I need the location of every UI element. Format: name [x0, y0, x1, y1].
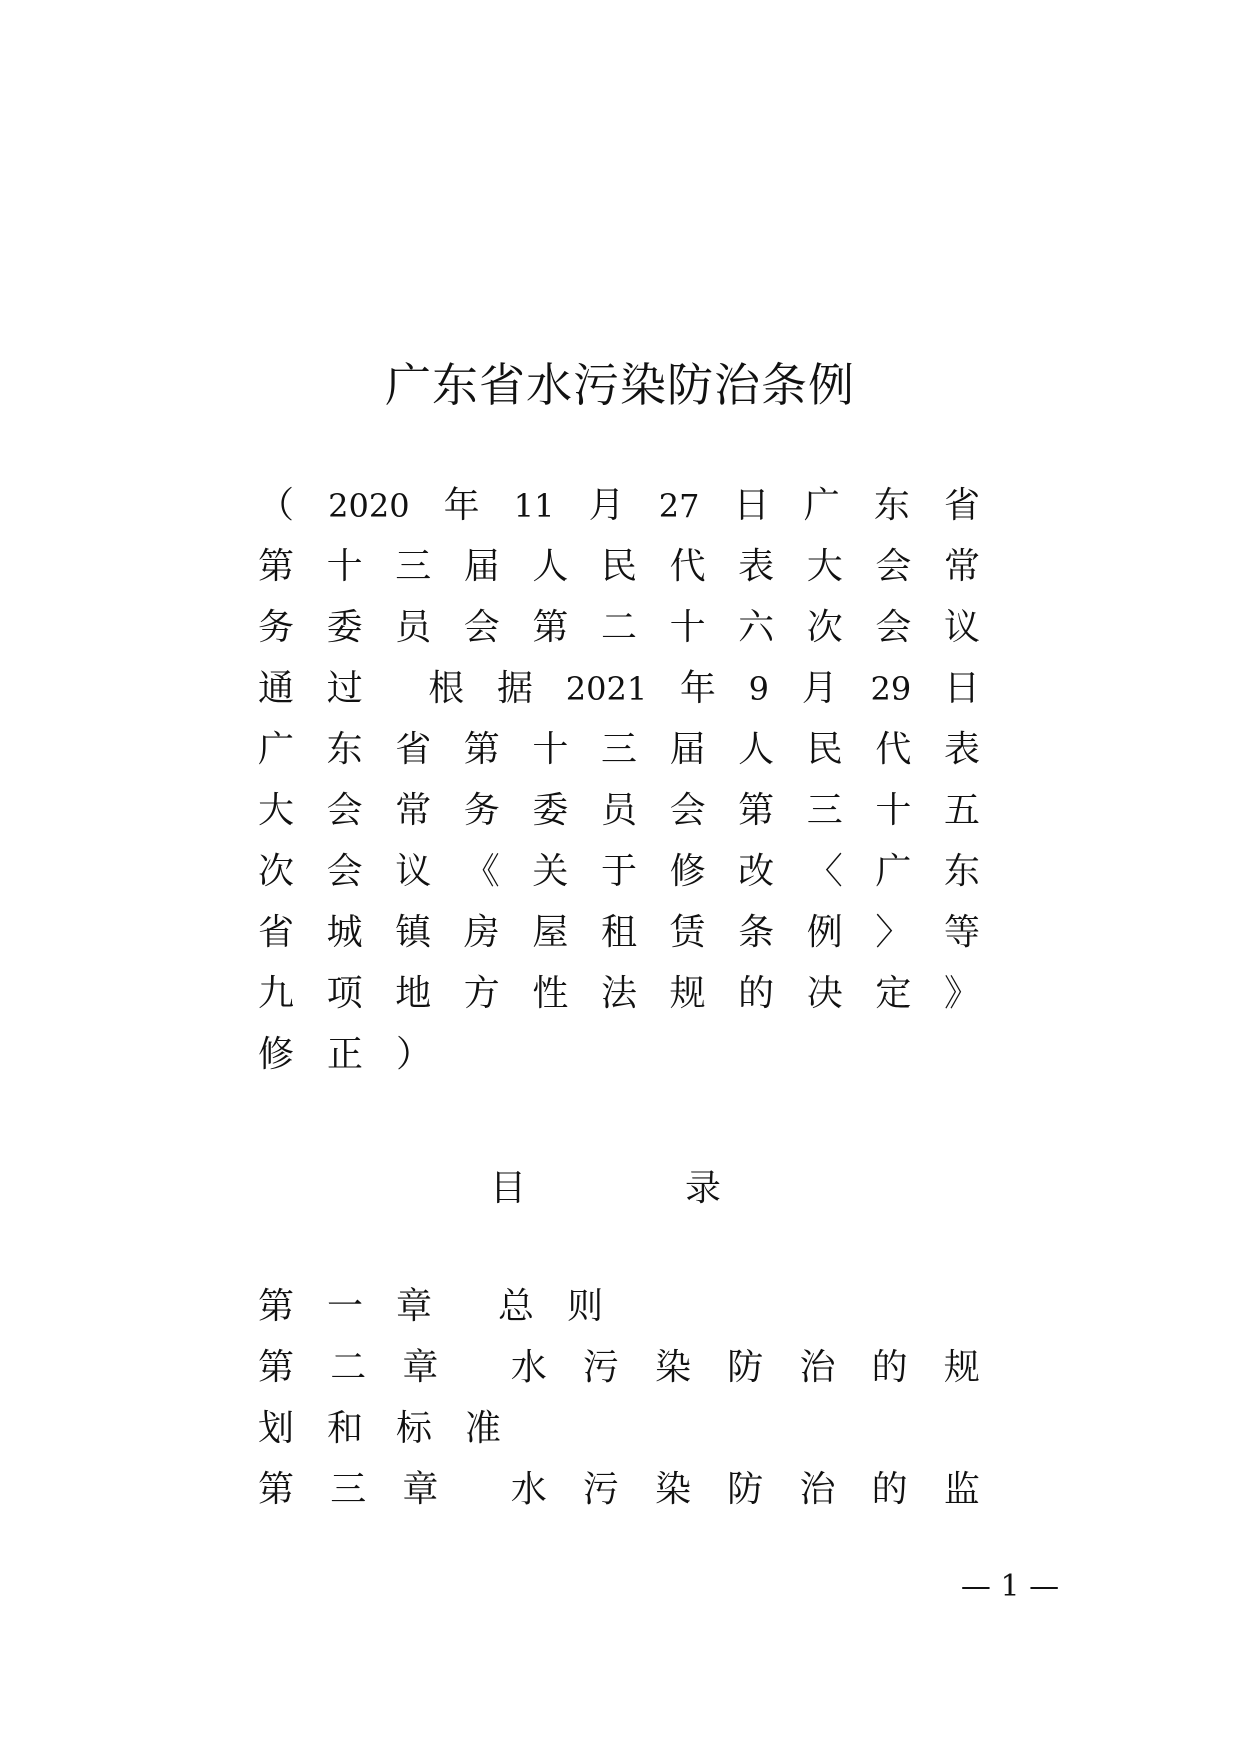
text-char: 的: [871, 1347, 908, 1388]
text-char: 染: [655, 1469, 692, 1510]
text-char: 总: [498, 1286, 535, 1327]
text-char: 防: [727, 1469, 764, 1510]
text-char: 过: [326, 668, 363, 709]
text-char: 委: [326, 607, 363, 648]
text-char: 污: [582, 1347, 619, 1388]
text-char: 二: [600, 607, 637, 648]
text-char: 章: [402, 1347, 439, 1388]
text-char: 表: [943, 729, 980, 770]
text-char: 改: [738, 851, 775, 892]
text-char: 第: [258, 1347, 295, 1388]
text-char: 11: [513, 487, 555, 525]
text-char: 十: [532, 729, 569, 770]
toc-heading-char: 目: [490, 1168, 527, 1209]
text-char: 镇: [395, 912, 432, 953]
text-char: 准: [465, 1408, 502, 1449]
text-char: 规: [943, 1347, 980, 1388]
text-line: [258, 970, 980, 1018]
text-char: 广: [258, 729, 295, 770]
text-char: 正: [327, 1034, 364, 1075]
text-char: 屋: [532, 912, 569, 953]
text-char: 水: [510, 1469, 547, 1510]
text-char: 省: [943, 485, 980, 526]
text-char: 月: [801, 668, 838, 709]
text-char: 则: [567, 1286, 604, 1327]
text-char: 日: [733, 485, 770, 526]
text-char: 省: [395, 729, 432, 770]
text-char: 代: [875, 729, 912, 770]
text-char: 2020: [328, 487, 410, 525]
toc-heading: [0, 1165, 1240, 1213]
text-char: 治: [799, 1469, 836, 1510]
text-char: 法: [600, 973, 637, 1014]
text-line: [258, 726, 980, 774]
text-char: 东: [326, 729, 363, 770]
text-char: ）: [396, 1034, 433, 1075]
text-char: 27: [658, 487, 700, 525]
text-char: 会: [875, 546, 912, 587]
text-char: 通: [258, 668, 295, 709]
text-char: 委: [532, 790, 569, 831]
text-char: 据: [496, 668, 533, 709]
text-char: 常: [943, 546, 980, 587]
document-title: 广东省水污染防治条例: [385, 358, 855, 412]
text-line: [258, 665, 980, 713]
text-char: 日: [943, 668, 980, 709]
text-char: 第: [532, 607, 569, 648]
text-char: 的: [738, 973, 775, 1014]
text-char: 三: [600, 729, 637, 770]
text-char: 的: [871, 1469, 908, 1510]
text-char: 员: [600, 790, 637, 831]
text-char: 民: [806, 729, 843, 770]
text-char: 于: [600, 851, 637, 892]
text-char: 定: [875, 973, 912, 1014]
text-line: [258, 604, 980, 652]
text-char: 租: [600, 912, 637, 953]
text-line: [258, 787, 980, 835]
text-char: 大: [806, 546, 843, 587]
text-char: 条: [738, 912, 775, 953]
text-char: 会: [463, 607, 500, 648]
text-char: 城: [326, 912, 363, 953]
text-char: 等: [943, 912, 980, 953]
text-char: 年: [443, 485, 480, 526]
text-line: [258, 1405, 980, 1453]
text-char: 水: [510, 1347, 547, 1388]
text-char: 十: [326, 546, 363, 587]
text-char: 广: [875, 851, 912, 892]
text-char: 项: [326, 973, 363, 1014]
text-char: 务: [258, 607, 295, 648]
text-char: 划: [258, 1408, 295, 1449]
text-line: [258, 1344, 980, 1392]
text-line: [258, 482, 980, 530]
text-char: 人: [532, 546, 569, 587]
text-char: 十: [875, 790, 912, 831]
text-char: 东: [943, 851, 980, 892]
text-char: 次: [258, 851, 295, 892]
text-line: [258, 543, 980, 591]
text-char: 广: [803, 485, 840, 526]
text-char: （: [258, 485, 295, 526]
text-char: 赁: [669, 912, 706, 953]
text-char: 》: [943, 973, 980, 1014]
text-char: 防: [727, 1347, 764, 1388]
text-char: 《: [463, 851, 500, 892]
text-char: 届: [669, 729, 706, 770]
text-char: 常: [395, 790, 432, 831]
text-char: 规: [669, 973, 706, 1014]
text-char: 一: [327, 1286, 364, 1327]
text-char: 方: [463, 973, 500, 1014]
text-char: 9: [748, 670, 770, 708]
text-char: 届: [463, 546, 500, 587]
text-char: 〉: [875, 912, 912, 953]
text-char: 十: [669, 607, 706, 648]
text-line: [258, 1283, 980, 1331]
text-char: 民: [600, 546, 637, 587]
text-char: 染: [655, 1347, 692, 1388]
text-char: 大: [258, 790, 295, 831]
text-char: 九: [258, 973, 295, 1014]
text-line: [258, 848, 980, 896]
text-char: 会: [875, 607, 912, 648]
text-char: 29: [870, 670, 912, 708]
text-char: 次: [806, 607, 843, 648]
text-line: [258, 1466, 980, 1514]
text-char: 根: [428, 668, 465, 709]
text-char: 〈: [806, 851, 843, 892]
text-char: 决: [806, 973, 843, 1014]
text-char: 务: [463, 790, 500, 831]
text-char: 议: [395, 851, 432, 892]
text-char: 三: [395, 546, 432, 587]
text-char: 议: [943, 607, 980, 648]
text-char: 性: [532, 973, 569, 1014]
text-char: 省: [258, 912, 295, 953]
text-char: 第: [258, 1469, 295, 1510]
text-char: 第: [738, 790, 775, 831]
text-char: 治: [799, 1347, 836, 1388]
text-char: 关: [532, 851, 569, 892]
toc-heading-char: 录: [685, 1168, 722, 1209]
text-char: 修: [669, 851, 706, 892]
text-char: 表: [738, 546, 775, 587]
text-char: 章: [396, 1286, 433, 1327]
text-char: 六: [738, 607, 775, 648]
text-char: 会: [326, 790, 363, 831]
text-char: 代: [669, 546, 706, 587]
text-char: 二: [330, 1347, 367, 1388]
text-char: 三: [806, 790, 843, 831]
text-char: 五: [943, 790, 980, 831]
text-char: 第: [463, 729, 500, 770]
text-char: 地: [395, 973, 432, 1014]
text-char: 第: [258, 1286, 295, 1327]
text-char: 员: [395, 607, 432, 648]
text-char: 和: [327, 1408, 364, 1449]
text-char: 东: [873, 485, 910, 526]
text-char: 修: [258, 1034, 295, 1075]
text-char: 章: [402, 1469, 439, 1510]
text-char: 会: [669, 790, 706, 831]
text-line: [258, 1031, 980, 1079]
text-char: 例: [806, 912, 843, 953]
text-char: 第: [258, 546, 295, 587]
text-char: 三: [330, 1469, 367, 1510]
page-number: — 1 —: [960, 1569, 1060, 1604]
text-char: 污: [582, 1469, 619, 1510]
text-char: 2021: [565, 670, 648, 708]
text-char: 人: [738, 729, 775, 770]
text-char: 标: [396, 1408, 433, 1449]
text-char: 年: [679, 668, 716, 709]
text-char: 会: [326, 851, 363, 892]
text-char: 监: [943, 1469, 980, 1510]
text-char: 房: [463, 912, 500, 953]
text-char: 月: [588, 485, 625, 526]
text-line: [258, 909, 980, 957]
